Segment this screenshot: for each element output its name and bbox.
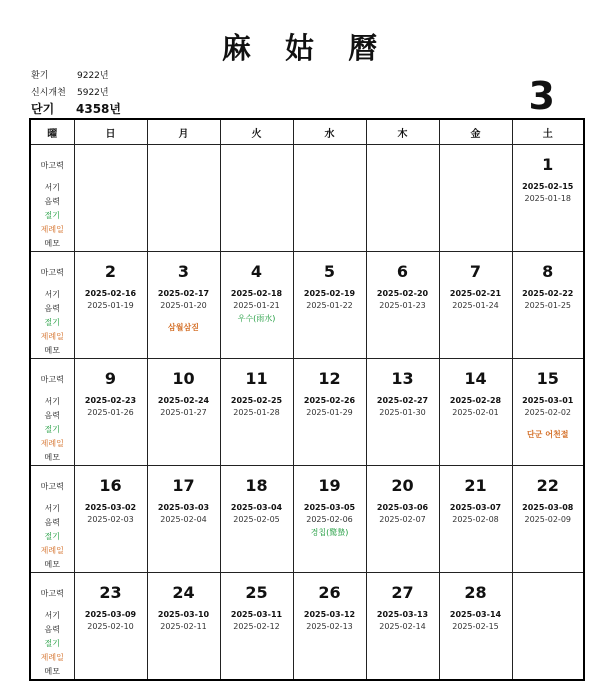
day-cell[interactable] [74, 252, 147, 359]
solar-date: 2025-03-10 [157, 610, 210, 619]
lunar-date: 2025-01-23 [379, 301, 426, 310]
day-number: 9 [104, 369, 117, 388]
day-cell[interactable] [74, 145, 147, 252]
day-number [148, 155, 220, 175]
label-term: 절기 [44, 211, 60, 220]
solar-date: 2025-03-04 [230, 503, 283, 512]
calendar-table [29, 118, 585, 681]
day-cell[interactable] [220, 466, 293, 573]
solar-date: 2025-03-13 [376, 610, 429, 619]
lunar-date: 2025-02-03 [87, 515, 134, 524]
solar-date: 2025-02-18 [230, 289, 283, 298]
lunar-date: 2025-02-15 [452, 622, 499, 631]
label-solar: 서기 [44, 290, 60, 299]
era-dangi [31, 103, 121, 115]
lunar-date: 2025-02-04 [160, 515, 207, 524]
day-cell[interactable] [147, 145, 220, 252]
lunar-date: 2025-01-21 [233, 301, 280, 310]
day-number: 3 [177, 262, 190, 281]
weekday-header: 木 [366, 119, 439, 145]
day-number: 17 [172, 476, 195, 495]
day-cell[interactable] [293, 252, 366, 359]
day-number: 10 [172, 369, 195, 388]
rite-day: 단군 어천절 [527, 430, 569, 439]
solar-date: 2025-02-19 [303, 289, 356, 298]
lunar-date: 2025-01-25 [524, 301, 571, 310]
lunar-date: 2025-01-26 [87, 408, 134, 417]
day-cell[interactable] [147, 466, 220, 573]
lunar-date: 2025-01-20 [160, 301, 207, 310]
day-number: 6 [396, 262, 409, 281]
week-row [30, 573, 584, 681]
solar-date: 2025-03-11 [230, 610, 283, 619]
weekday-header: 曜 [30, 119, 74, 145]
label-term: 절기 [44, 318, 60, 327]
era-value: 9222년 [77, 71, 109, 81]
weekday-header: 水 [293, 119, 366, 145]
weekday-header: 月 [147, 119, 220, 145]
lunar-date: 2025-02-05 [233, 515, 280, 524]
lunar-date: 2025-02-01 [452, 408, 499, 417]
day-cell[interactable] [439, 145, 512, 252]
era-label: 단기 [31, 102, 55, 116]
lunar-date: 2025-01-29 [306, 408, 353, 417]
day-number: 13 [391, 369, 414, 388]
day-number: 12 [318, 369, 341, 388]
day-number: 20 [391, 476, 414, 495]
era-sinsi [31, 87, 109, 99]
day-number [513, 583, 584, 603]
solar-date: 2025-02-26 [303, 396, 356, 405]
label-memo: 메모 [44, 667, 60, 676]
day-cell[interactable] [220, 359, 293, 466]
day-number: 5 [323, 262, 336, 281]
day-number [367, 155, 439, 175]
day-number: 16 [99, 476, 122, 495]
day-number: 25 [245, 583, 268, 602]
label-mago: 마고력 [40, 268, 64, 277]
day-cell[interactable] [74, 466, 147, 573]
day-cell[interactable] [74, 573, 147, 681]
day-number: 2 [104, 262, 117, 281]
solar-date: 2025-03-14 [449, 610, 502, 619]
solar-date: 2025-02-21 [449, 289, 502, 298]
day-cell[interactable] [293, 359, 366, 466]
solar-date: 2025-02-17 [157, 289, 210, 298]
day-cell[interactable] [293, 573, 366, 681]
label-solar: 서기 [44, 611, 60, 620]
label-term: 절기 [44, 639, 60, 648]
label-rite: 제례일 [40, 225, 64, 234]
lunar-date: 2025-01-24 [452, 301, 499, 310]
week-row [30, 359, 584, 466]
solar-date: 2025-03-02 [84, 503, 137, 512]
label-mago: 마고력 [40, 589, 64, 598]
day-cell[interactable] [512, 359, 584, 466]
day-cell[interactable] [512, 252, 584, 359]
solar-date: 2025-02-22 [522, 289, 574, 298]
week-row [30, 466, 584, 573]
weekday-header: 土 [512, 119, 584, 145]
week-row [30, 252, 584, 359]
day-number [221, 155, 293, 175]
day-cell[interactable] [512, 145, 584, 252]
month-number: 3 [528, 74, 555, 118]
day-cell[interactable] [366, 145, 439, 252]
day-number: 8 [542, 262, 554, 281]
label-rite: 제례일 [40, 546, 64, 555]
era-label: 환기 [31, 71, 49, 81]
label-term: 절기 [44, 425, 60, 434]
day-cell[interactable] [220, 252, 293, 359]
lunar-date: 2025-02-14 [379, 622, 426, 631]
solar-date: 2025-03-12 [303, 610, 356, 619]
row-labels [30, 359, 74, 466]
day-cell[interactable] [74, 359, 147, 466]
day-cell[interactable] [220, 145, 293, 252]
label-memo: 메모 [44, 346, 60, 355]
lunar-date: 2025-01-27 [160, 408, 207, 417]
day-cell[interactable] [439, 466, 512, 573]
label-memo: 메모 [44, 453, 60, 462]
label-lunar: 음력 [44, 304, 60, 313]
label-rite: 제례일 [40, 332, 64, 341]
solar-date: 2025-02-24 [157, 396, 210, 405]
day-cell[interactable] [512, 466, 584, 573]
label-memo: 메모 [44, 239, 60, 248]
solar-date: 2025-03-09 [84, 610, 137, 619]
era-label: 신시개천 [31, 88, 66, 98]
day-number [75, 155, 147, 175]
era-value: 4358년 [76, 102, 121, 116]
day-cell[interactable] [439, 252, 512, 359]
day-number: 28 [464, 583, 487, 602]
lunar-date: 2025-02-11 [160, 622, 207, 631]
day-number: 24 [172, 583, 195, 602]
solar-date: 2025-03-08 [522, 503, 574, 512]
day-number: 11 [245, 369, 268, 388]
row-labels [30, 466, 74, 573]
lunar-date: 2025-01-19 [87, 301, 134, 310]
day-number [294, 155, 366, 175]
day-cell[interactable] [366, 466, 439, 573]
lunar-date: 2025-01-30 [379, 408, 426, 417]
page-title: 麻 姑 曆 [221, 31, 390, 65]
label-lunar: 음력 [44, 518, 60, 527]
day-number: 19 [318, 476, 341, 495]
weekday-header: 日 [74, 119, 147, 145]
solar-date: 2025-03-05 [303, 503, 356, 512]
label-solar: 서기 [44, 397, 60, 406]
day-number: 22 [536, 476, 559, 495]
calendar-body [30, 145, 584, 681]
day-cell[interactable] [439, 359, 512, 466]
day-number: 15 [536, 369, 559, 388]
lunar-date: 2025-02-13 [306, 622, 353, 631]
lunar-date: 2025-01-28 [233, 408, 280, 417]
label-rite: 제례일 [40, 653, 64, 662]
rite-day: 삼월삼짇 [168, 323, 199, 332]
lunar-date: 2025-01-22 [306, 301, 353, 310]
label-lunar: 음력 [44, 197, 60, 206]
day-cell[interactable] [147, 359, 220, 466]
era-value: 5922년 [77, 88, 109, 98]
solar-date: 2025-02-27 [376, 396, 429, 405]
lunar-date: 2025-01-18 [524, 194, 571, 203]
lunar-date: 2025-02-10 [87, 622, 134, 631]
day-number: 23 [99, 583, 122, 602]
label-rite: 제례일 [40, 439, 64, 448]
label-lunar: 음력 [44, 625, 60, 634]
day-number: 14 [464, 369, 487, 388]
lunar-date: 2025-02-07 [379, 515, 426, 524]
lunar-date: 2025-02-06 [306, 515, 353, 524]
label-mago: 마고력 [40, 482, 64, 491]
label-term: 절기 [44, 532, 60, 541]
day-cell[interactable] [147, 252, 220, 359]
label-solar: 서기 [44, 504, 60, 513]
weekday-header: 火 [220, 119, 293, 145]
era-hwangi [31, 70, 109, 82]
solar-date: 2025-03-01 [522, 396, 574, 405]
lunar-date: 2025-02-08 [452, 515, 499, 524]
day-cell[interactable] [220, 573, 293, 681]
day-number: 18 [245, 476, 268, 495]
row-labels [30, 145, 74, 252]
day-number: 27 [391, 583, 414, 602]
label-mago: 마고력 [40, 375, 64, 384]
lunar-date: 2025-02-02 [524, 408, 571, 417]
weekday-header-row [30, 119, 584, 145]
label-memo: 메모 [44, 560, 60, 569]
day-number: 4 [250, 262, 263, 281]
day-number: 26 [318, 583, 341, 602]
day-number [440, 155, 512, 175]
week-row [30, 145, 584, 252]
label-mago: 마고력 [40, 161, 64, 170]
weekday-header: 金 [439, 119, 512, 145]
day-cell[interactable] [366, 252, 439, 359]
solar-term: 경칩(驚蟄) [310, 528, 349, 537]
solar-date: 2025-02-28 [449, 396, 502, 405]
day-cell[interactable] [293, 145, 366, 252]
day-cell[interactable] [293, 466, 366, 573]
day-number: 21 [464, 476, 487, 495]
row-labels [30, 573, 74, 681]
day-cell[interactable] [147, 573, 220, 681]
solar-date: 2025-02-25 [230, 396, 283, 405]
lunar-date: 2025-02-12 [233, 622, 280, 631]
row-labels [30, 252, 74, 359]
lunar-date: 2025-02-09 [524, 515, 571, 524]
label-solar: 서기 [44, 183, 60, 192]
solar-date: 2025-03-06 [376, 503, 429, 512]
day-cell[interactable] [439, 573, 512, 681]
day-number: 1 [542, 155, 554, 174]
solar-date: 2025-02-15 [522, 182, 574, 191]
day-number: 7 [469, 262, 482, 281]
solar-date: 2025-03-07 [449, 503, 502, 512]
solar-date: 2025-02-23 [84, 396, 137, 405]
day-cell[interactable] [366, 359, 439, 466]
label-lunar: 음력 [44, 411, 60, 420]
day-cell[interactable] [512, 573, 584, 681]
solar-date: 2025-03-03 [157, 503, 210, 512]
solar-date: 2025-02-16 [84, 289, 137, 298]
day-cell[interactable] [366, 573, 439, 681]
solar-date: 2025-02-20 [376, 289, 429, 298]
solar-term: 우수(雨水) [237, 314, 276, 323]
